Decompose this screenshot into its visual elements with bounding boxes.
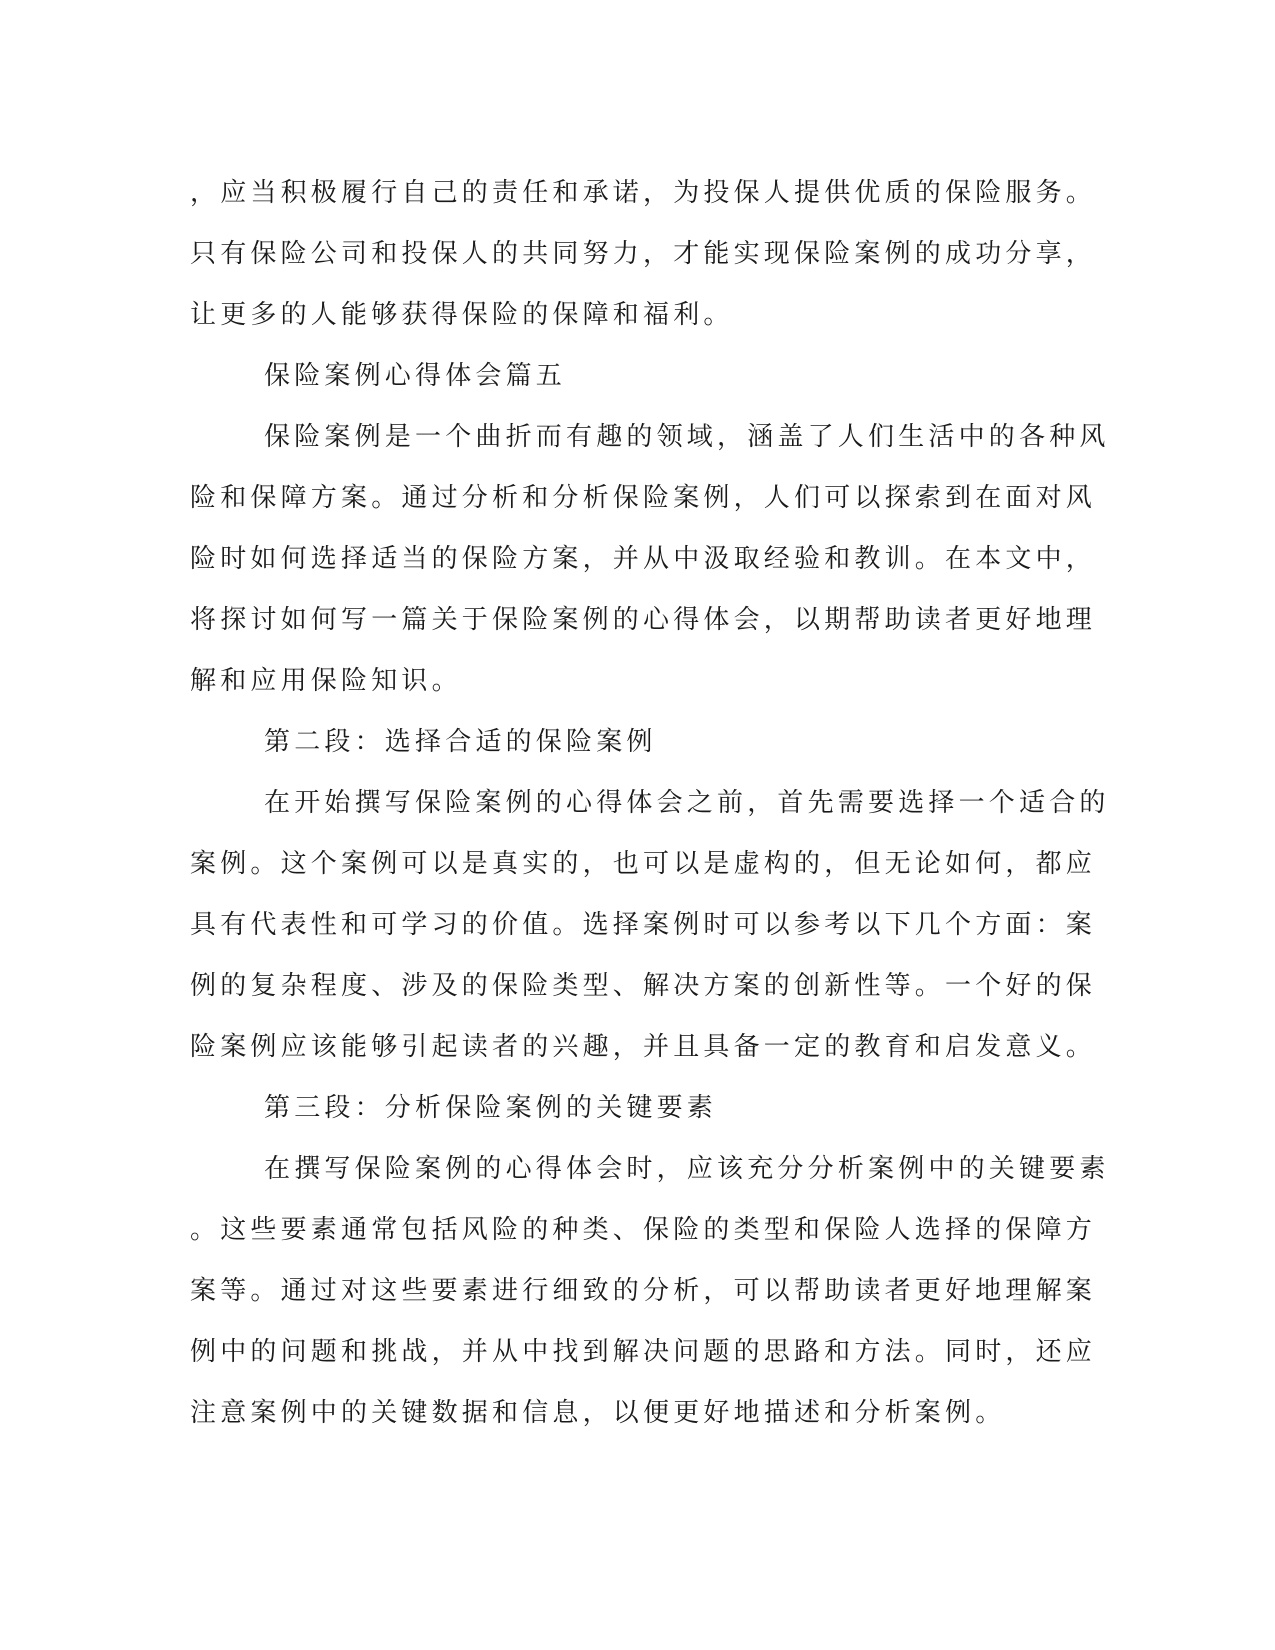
text-line: 案例。这个案例可以是真实的，也可以是虚构的，但无论如何，都应 xyxy=(190,849,1097,879)
text-line: 让更多的人能够获得保险的保障和福利。 xyxy=(190,300,734,330)
paragraph-first-line: 在开始撰写保险案例的心得体会之前，首先需要选择一个适合的 xyxy=(264,788,1110,818)
text-line: 险案例应该能够引起读者的兴趣，并且具备一定的教育和启发意义。 xyxy=(190,1032,1097,1062)
text-line: 注意案例中的关键数据和信息，以便更好地描述和分析案例。 xyxy=(190,1398,1006,1428)
paragraph-first-line: 在撰写保险案例的心得体会时，应该充分分析案例中的关键要素 xyxy=(264,1154,1110,1184)
text-line: 险和保障方案。通过分析和分析保险案例，人们可以探索到在面对风 xyxy=(190,483,1097,513)
section-heading: 保险案例心得体会篇五 xyxy=(264,361,567,391)
section-heading: 第二段：选择合适的保险案例 xyxy=(264,727,657,757)
document-body xyxy=(190,163,1110,1444)
text-line: ，应当积极履行自己的责任和承诺，为投保人提供优质的保险服务。 xyxy=(190,178,1097,208)
text-line: 只有保险公司和投保人的共同努力，才能实现保险案例的成功分享， xyxy=(190,239,1097,269)
text-line: 案等。通过对这些要素进行细致的分析，可以帮助读者更好地理解案 xyxy=(190,1276,1097,1306)
text-line: 解和应用保险知识。 xyxy=(190,666,462,696)
text-line: 险时如何选择适当的保险方案，并从中汲取经验和教训。在本文中， xyxy=(190,544,1097,574)
section-heading: 第三段：分析保险案例的关键要素 xyxy=(264,1093,718,1123)
text-line: 例中的问题和挑战，并从中找到解决问题的思路和方法。同时，还应 xyxy=(190,1337,1097,1367)
paragraph-first-line: 保险案例是一个曲折而有趣的领域，涵盖了人们生活中的各种风 xyxy=(264,422,1110,452)
text-line: 例的复杂程度、涉及的保险类型、解决方案的创新性等。一个好的保 xyxy=(190,971,1097,1001)
text-line: 具有代表性和可学习的价值。选择案例时可以参考以下几个方面：案 xyxy=(190,910,1097,940)
text-line: 。这些要素通常包括风险的种类、保险的类型和保险人选择的保障方 xyxy=(190,1215,1097,1245)
text-line: 将探讨如何写一篇关于保险案例的心得体会，以期帮助读者更好地理 xyxy=(190,605,1097,635)
